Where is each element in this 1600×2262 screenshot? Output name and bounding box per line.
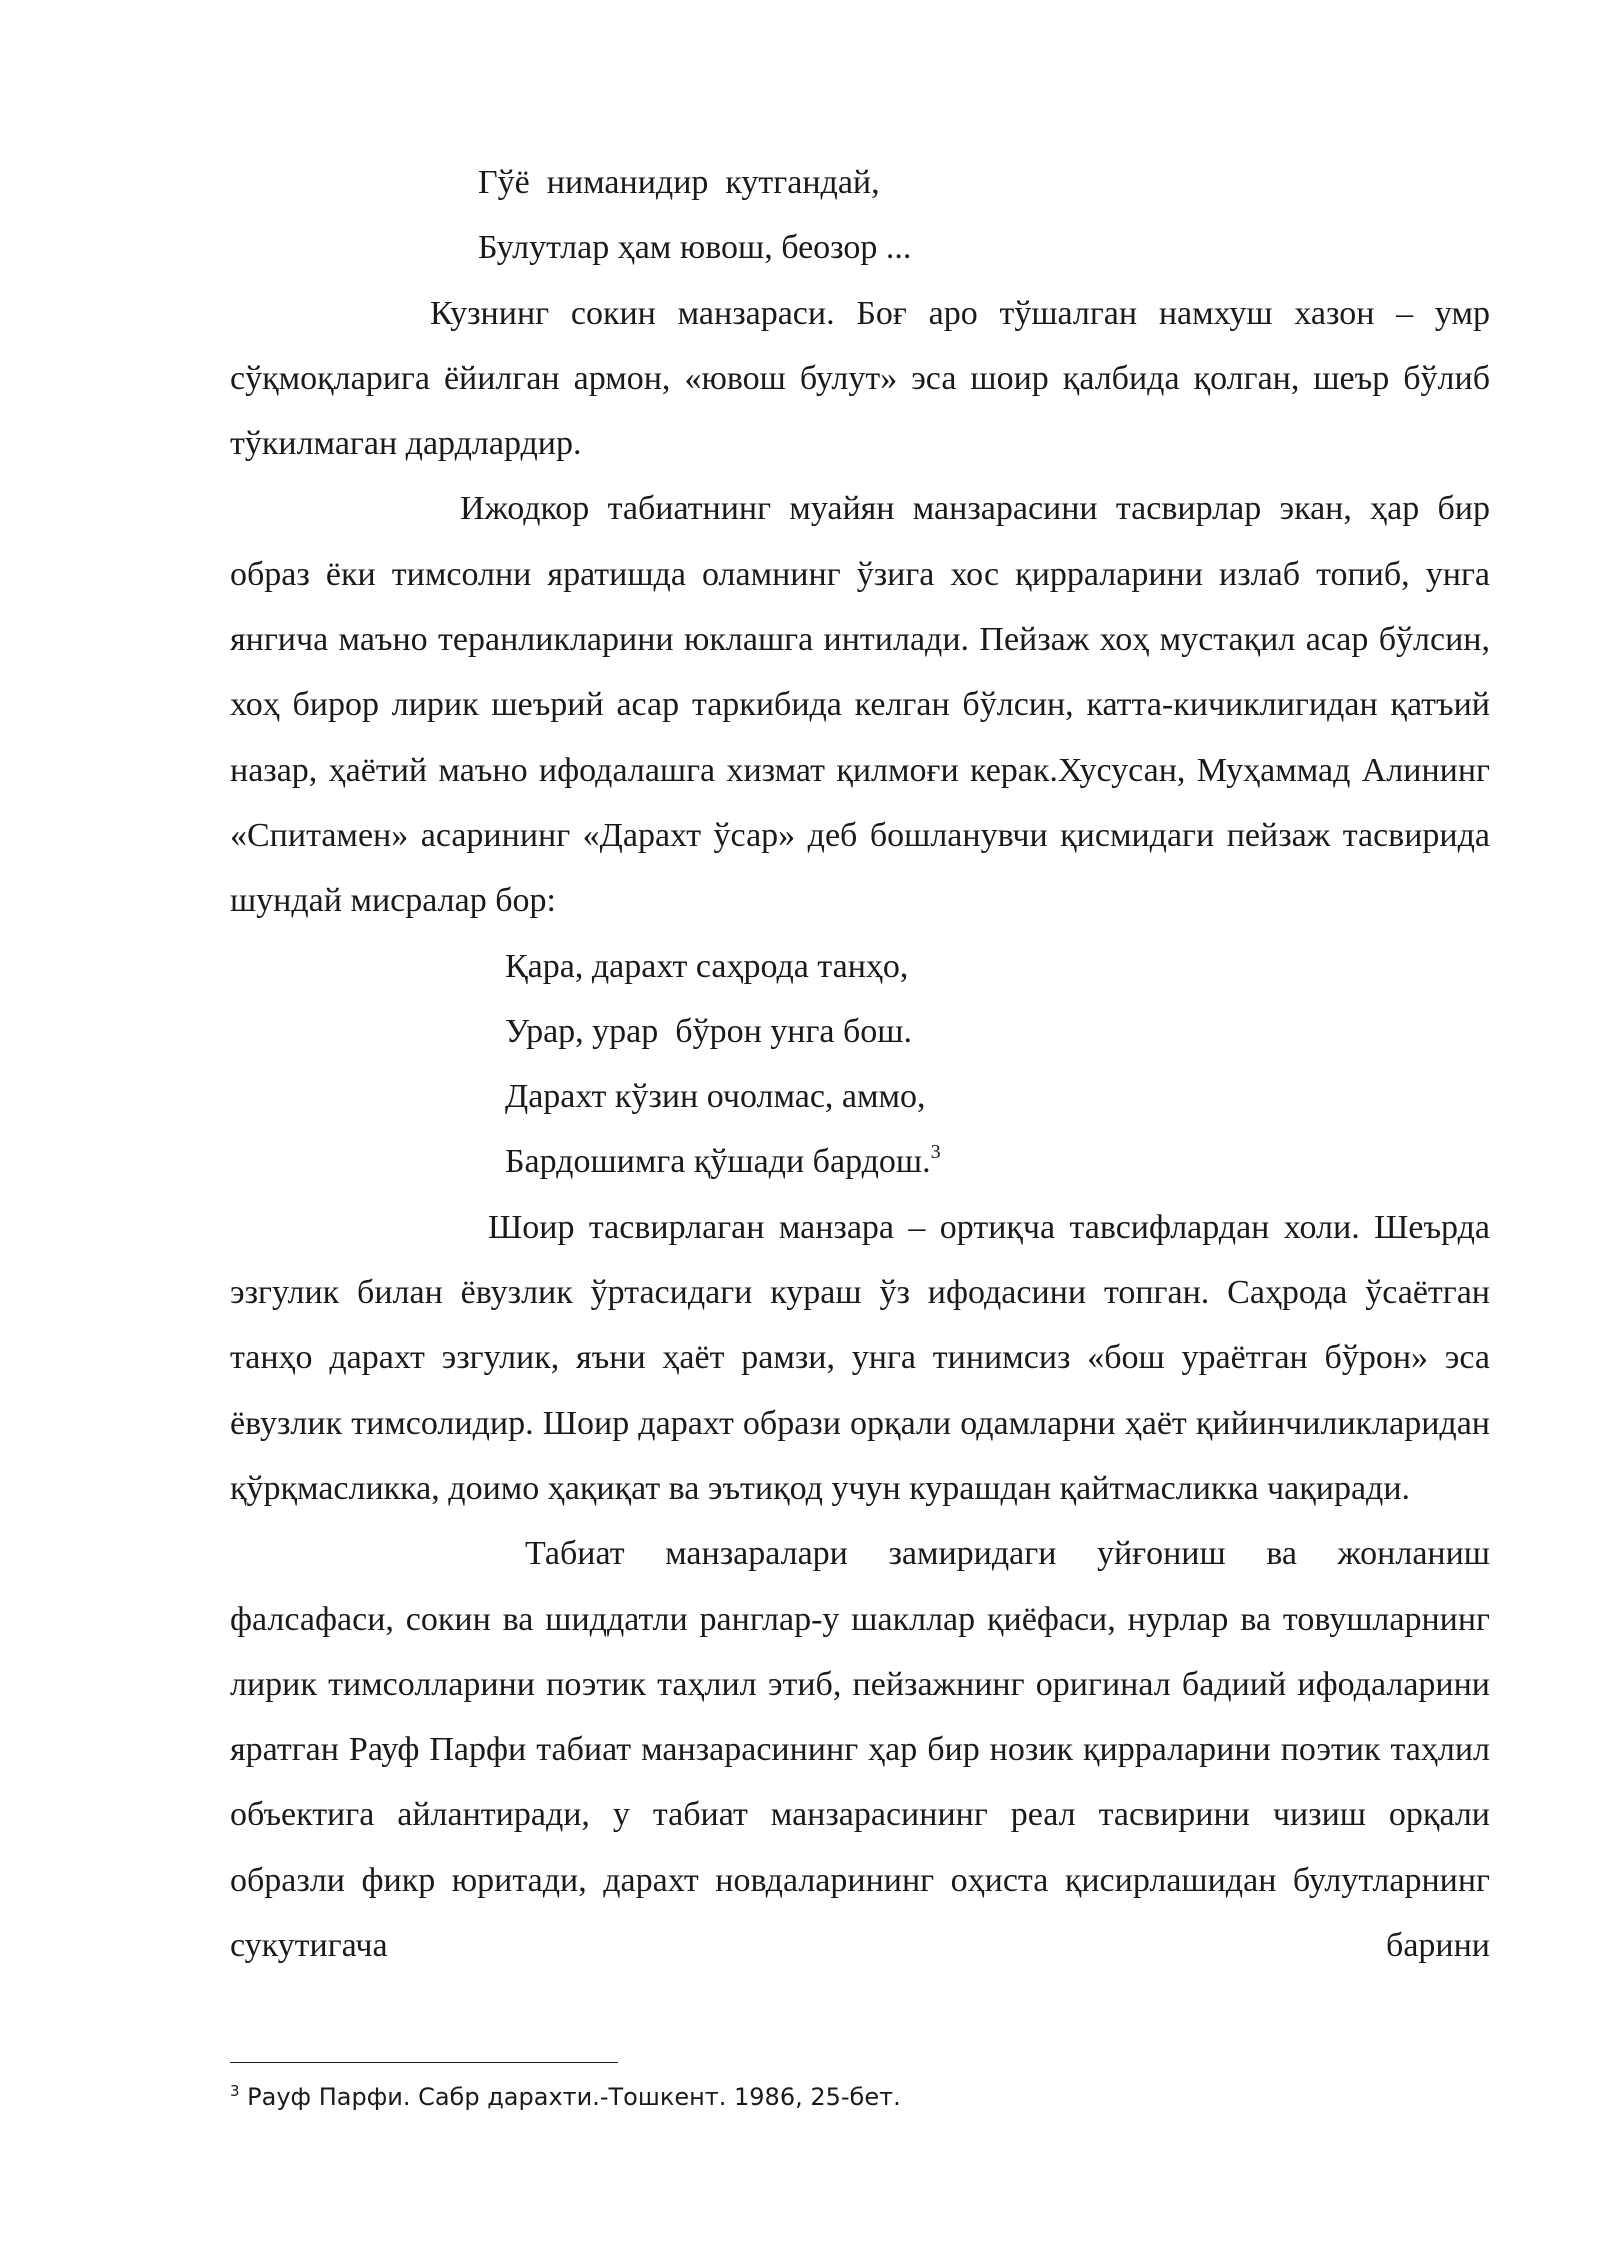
verse-line: Гўё ниманидир кутгандай,: [478, 164, 880, 201]
footnote-text: Рауф Парфи. Сабр дарахти.-Тошкент. 1986, 25-бет.: [239, 2083, 901, 2111]
footnote: [230, 2080, 1490, 2114]
verse-line: Булутлар ҳам ювош, беозор ...: [478, 229, 912, 267]
paragraph: Шоир тасвирлаган манзара – ортиқча тавсифлардан холи. Шеърда эзгулик билан ёвузлик ўртасидаги кураш ўз ифодасини топган. Саҳрода ўсаётган танҳо дарахт эзгулик, яъни ҳаёт рамзи, унга тинимсиз «бош ураётган бўрон» эса ёвузлик тимсолидир. Шоир дарахт образи орқали одамларни ҳаёт қийинчиликларидан қўрқмасликка, доимо ҳақиқат ва эътиқод учун курашдан қайтмасликка чақиради.: [230, 1208, 1490, 1507]
paragraph: Ижодкор табиатнинг муайян манзарасини тасвирлар экан, ҳар бир образ ёки тимсолни яратишда оламнинг ўзига хос қирраларини излаб топиб, унга янгича маъно теранликларини юклашга интилади. Пейзаж хоҳ мустақил асар бўлсин, хоҳ бирор лирик шеърий асар таркибида келган бўлсин, катта-кичиклигидан қатъий назар, ҳаётий маъно ифодалашга хизмат қилмоғи керак.Хусусан, Муҳаммад Алининг «Спитамен» асарининг «Дарахт ўсар» деб бошланувчи қисмидаги пейзаж тасвирида шундай мисралар бор:: [230, 490, 1490, 920]
verse-line: Дарахт кўзин очолмас, аммо,: [505, 1078, 926, 1116]
paragraph: Табиат манзаралари замиридаги уйғониш ва жонланиш фалсафаси, сокин ва шиддатли ранглар-у шакллар қиёфаси, нурлар ва товушларнинг лирик тимсолларини поэтик таҳлил этиб, пейзажнинг оригинал бадиий ифодаларини яратган Рауф Парфи табиат манзарасининг ҳар бир нозик қирраларини поэтик таҳлил объектига айлантиради, у табиат манзарасининг реал тасвирини чизиш орқали образли фикр юритади, дарахт новдаларининг оҳиста қисирлашидан булутларнинг сукутигача барини: [230, 1535, 1490, 1965]
footnote-reference[interactable]: 3: [930, 1141, 941, 1164]
footnote-marker: 3: [230, 2082, 240, 2100]
footnote-separator: [230, 2062, 618, 2063]
verse-line: Қара, дарахт саҳрода танҳо,: [505, 947, 909, 985]
paragraph: Кузнинг сокин манзараси. Боғ аро тўшалган намхуш хазон – умр сўқмоқларига ёйилган армон, «ювош булут» эса шоир қалбида қолган, шеър бўлиб тўкилмаган дардлардир.: [230, 294, 1490, 463]
verse-line-text: Бардошимга қўшади бардош.: [505, 1143, 931, 1181]
verse-line: [230, 1129, 1490, 1194]
document-body: [230, 150, 1490, 1978]
verse-line: Урар, урар бўрон унга бош.: [505, 1012, 912, 1050]
